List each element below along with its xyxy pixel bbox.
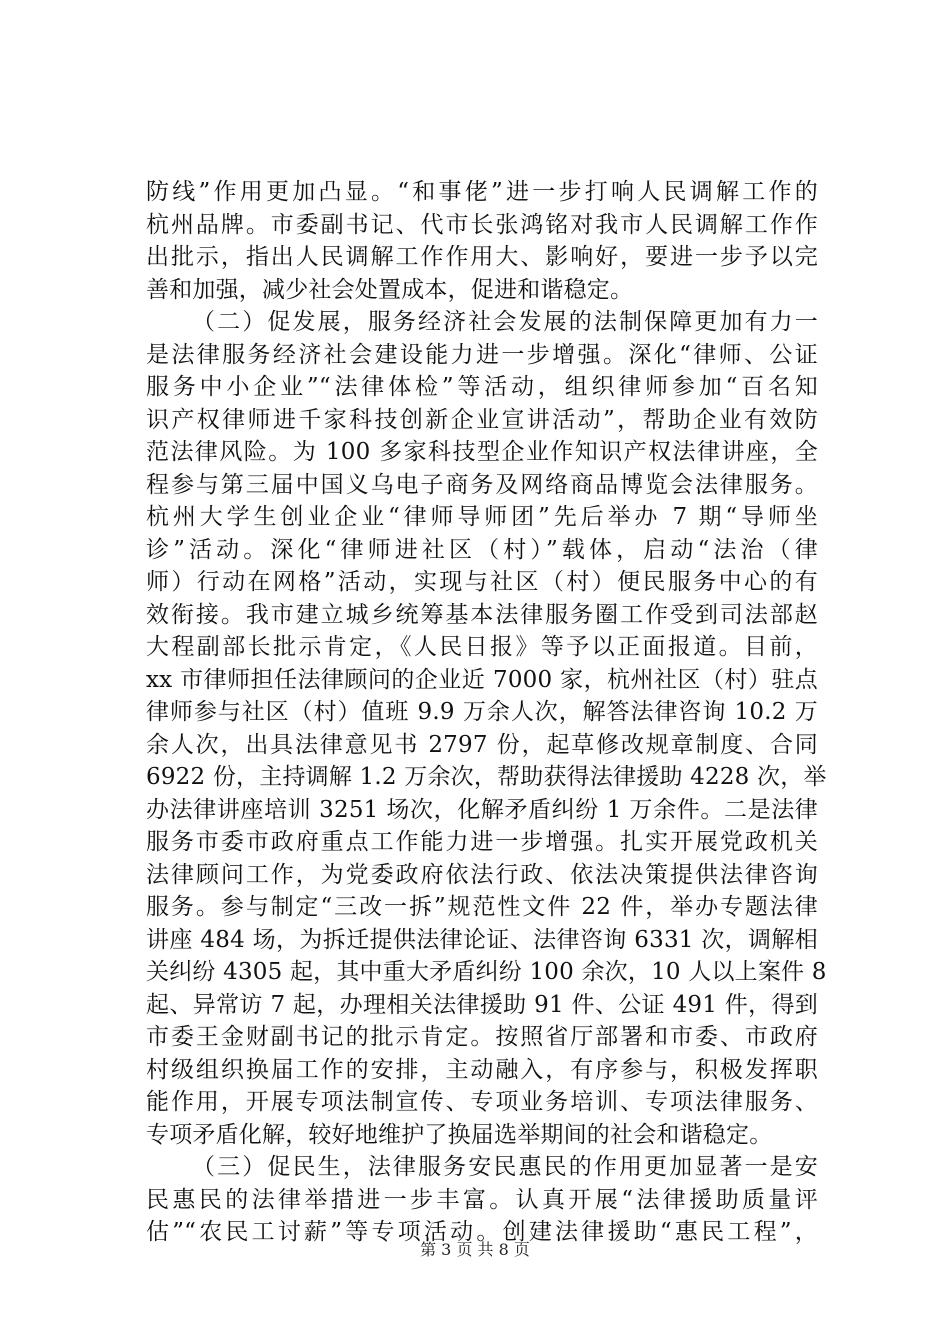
page-footer: 第 3 页 共 8 页 <box>420 1240 530 1259</box>
text-line: 办法律讲座培训 3251 场次，化解矛盾纠纷 1 万余件。二是法律 <box>146 796 818 823</box>
text-line: xx 市律师担任法律顾问的企业近 7000 家，杭州社区（村）驻点 <box>146 666 818 693</box>
text-line: 服务中小企业”“法律体检”等活动，组织律师参加“百名知 <box>146 374 818 400</box>
text-line: 律师参与社区（村）值班 9.9 万余人次，解答法律咨询 10.2 万 <box>146 699 818 725</box>
text-line: 杭州大学生创业企业“律师导师团”先后举办 7 期“导师坐 <box>146 504 818 530</box>
text-line: 服务市委市政府重点工作能力进一步增强。扎实开展党政机关 <box>146 829 818 855</box>
text-line: 善和加强，减少社会处置成本，促进和谐稳定。 <box>146 276 634 303</box>
text-line: 法律顾问工作，为党委政府依法行政、依法决策提供法律咨询 <box>146 861 818 888</box>
text-line: 专项矛盾化解，较好地维护了换届选举期间的社会和谐稳定。 <box>146 1121 773 1148</box>
text-line: 程参与第三届中国义乌电子商务及网络商品博览会法律服务。 <box>146 471 818 498</box>
text-line: 起、异常访 7 起，办理相关法律援助 91 件、公证 491 件，得到 <box>146 991 818 1018</box>
body-text <box>146 176 827 1249</box>
text-line: 能作用，开展专项法制宣传、专项业务培训、专项法律服务、 <box>146 1089 818 1115</box>
text-line: （三）促民生，法律服务安民惠民的作用更加显著一是安 <box>192 1154 818 1180</box>
text-line: 民惠民的法律举措进一步丰富。认真开展“法律援助质量评 <box>146 1186 818 1213</box>
text-line: 市委王金财副书记的批示肯定。按照省厅部署和市委、市政府 <box>146 1024 818 1050</box>
text-line: 关纠纷 4305 起，其中重大矛盾纠纷 100 余次，10 人以上案件 8 <box>146 959 827 985</box>
text-line: 杭州品牌。市委副书记、代市长张鸿铭对我市人民调解工作作 <box>146 211 818 238</box>
text-line: 范法律风险。为 100 多家科技型企业作知识产权法律讲座，全 <box>146 439 818 465</box>
text-line: 诊”活动。深化“律师进社区（村）”载体，启动“法治（律 <box>146 536 818 563</box>
text-line: 余人次，出具法律意见书 2797 份，起草修改规章制度、合同 <box>146 731 818 758</box>
text-line: 村级组织换届工作的安排，主动融入，有序参与，积极发挥职 <box>146 1056 818 1083</box>
text-line: 出批示，指出人民调解工作作用大、影响好，要进一步予以完 <box>146 244 818 270</box>
text-line: 服务。参与制定“三改一拆”规范性文件 22 件，举办专题法律 <box>146 894 818 920</box>
text-line: 估”“农民工讨薪”等专项活动。创建法律援助“惠民工程”， <box>146 1219 818 1245</box>
text-line: 防线”作用更加凸显。“和事佬”进一步打响人民调解工作的 <box>146 179 818 205</box>
text-line: 大程副部长批示肯定，《人民日报》等予以正面报道。目前， <box>146 634 818 660</box>
text-line: 讲座 484 场，为拆迁提供法律论证、法律咨询 6331 次，调解相 <box>146 926 818 953</box>
text-line: 识产权律师进千家科技创新企业宣讲活动”，帮助企业有效防 <box>146 406 818 433</box>
text-line: 是法律服务经济社会建设能力进一步增强。深化“律师、公证 <box>146 341 818 368</box>
text-line: 6922 份，主持调解 1.2 万余次，帮助获得法律援助 4228 次，举 <box>146 764 827 790</box>
text-line: 效衔接。我市建立城乡统筹基本法律服务圈工作受到司法部赵 <box>146 601 818 628</box>
text-line: （二）促发展，服务经济社会发展的法制保障更加有力一 <box>192 309 818 335</box>
text-line: 师）行动在网格”活动，实现与社区（村）便民服务中心的有 <box>146 569 818 595</box>
